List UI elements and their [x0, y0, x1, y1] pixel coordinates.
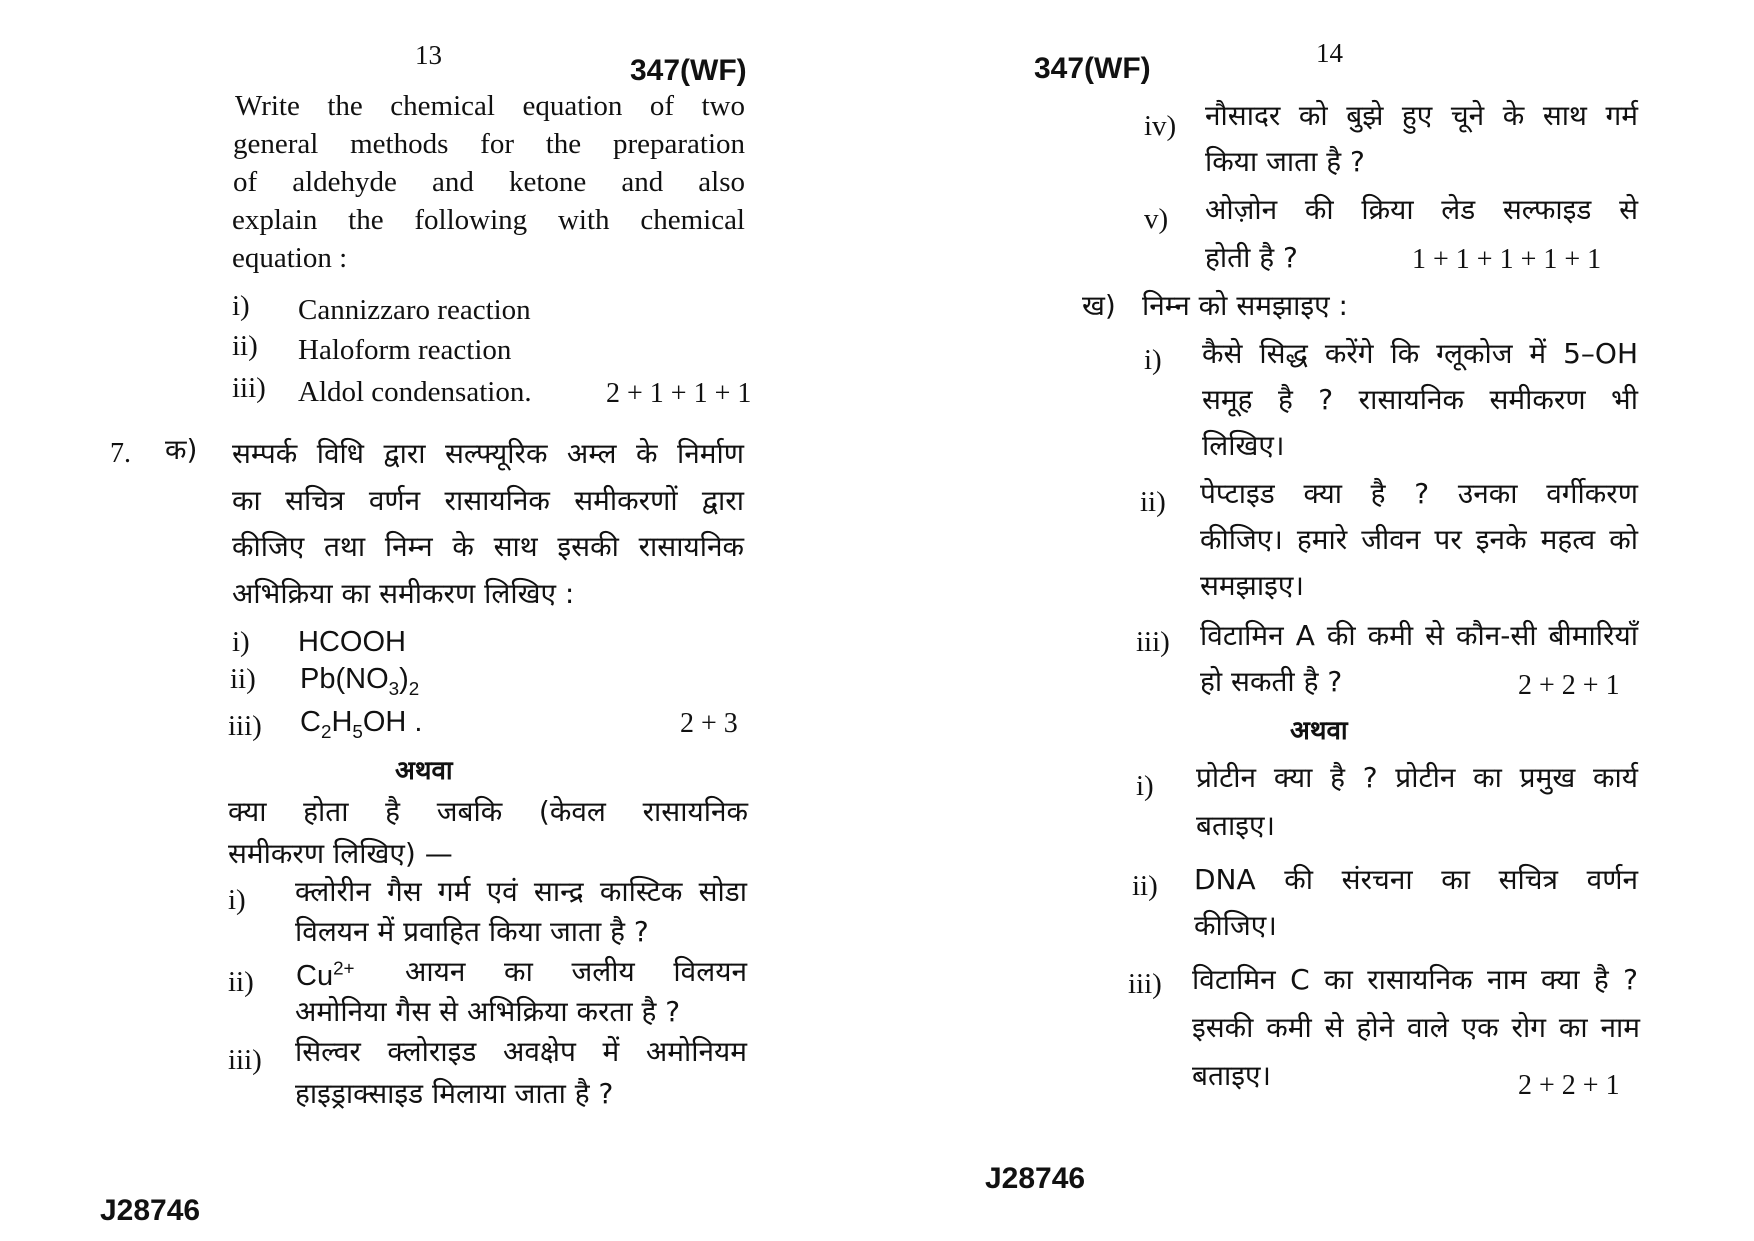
- footer-code: J28746: [985, 1162, 1086, 1195]
- item-number: i): [228, 884, 246, 916]
- question-line: क्या होता है जबकि (केवल रासायनिक: [228, 795, 748, 828]
- item-number: iv): [1144, 110, 1177, 142]
- item-text: बताइए।: [1192, 1059, 1272, 1092]
- marks: 2 + 3: [680, 708, 738, 739]
- item-number: ii): [228, 966, 254, 998]
- item-text: सिल्वर क्लोराइड अवक्षेप में अमोनियम: [295, 1035, 747, 1068]
- item-number: i): [1136, 770, 1154, 802]
- or-label: अथवा: [1290, 716, 1348, 746]
- chemical-formula: HCOOH: [298, 626, 406, 658]
- item-text: कीजिए।: [1194, 909, 1277, 942]
- item-text: Cannizzaro reaction: [298, 294, 531, 326]
- item-text: विटामिन C का रासायनिक नाम क्या है ?: [1192, 963, 1638, 996]
- item-text: होती है ?: [1205, 241, 1298, 274]
- item-text: समूह है ? रासायनिक समीकरण भी: [1202, 383, 1638, 416]
- question-line: कीजिए तथा निम्न के साथ इसकी रासायनिक: [232, 530, 744, 563]
- item-number: iii): [228, 1044, 262, 1076]
- item-number: iii): [228, 710, 262, 742]
- question-number: 7.: [110, 438, 131, 469]
- item-text: प्रोटीन क्या है ? प्रोटीन का प्रमुख कार्य: [1196, 761, 1638, 794]
- item-text: किया जाता है ?: [1205, 145, 1365, 178]
- paper-code: 347(WF): [1034, 52, 1151, 85]
- chemical-formula: $Cu^{2+}$: [296, 957, 355, 992]
- item-number: i): [232, 626, 250, 658]
- item-number: iii): [1128, 968, 1162, 1000]
- item-text: पेप्टाइड क्या है ? उनका वर्गीकरण: [1200, 477, 1638, 510]
- item-text: विलयन में प्रवाहित किया जाता है ?: [295, 915, 649, 948]
- item-number: ii): [230, 663, 256, 695]
- marks: 2 + 2 + 1: [1518, 1070, 1620, 1101]
- marks: 1 + 1 + 1 + 1 + 1: [1412, 244, 1602, 275]
- item-text: लिखिए।: [1202, 429, 1285, 462]
- item-number: i): [232, 290, 250, 322]
- footer-code: J28746: [100, 1194, 201, 1227]
- question-line: general methods for the preparation: [233, 128, 745, 160]
- question-line: का सचित्र वर्णन रासायनिक समीकरणों द्वारा: [232, 484, 744, 517]
- item-text: क्लोरीन गैस गर्म एवं सान्द्र कास्टिक सोडा: [295, 875, 747, 908]
- item-text: बताइए।: [1196, 809, 1276, 842]
- question-line: अभिक्रिया का समीकरण लिखिए :: [232, 577, 575, 610]
- or-label: अथवा: [395, 756, 453, 786]
- item-text: ओज़ोन की क्रिया लेड सल्फाइड से: [1205, 193, 1638, 226]
- item-text: हाइड्राक्साइड मिलाया जाता है ?: [295, 1077, 614, 1110]
- item-text: हो सकती है ?: [1200, 665, 1343, 698]
- chemical-formula: $C_2H_5OH$ .: [300, 706, 423, 742]
- item-text: Aldol condensation.: [298, 376, 532, 408]
- question-part-label: ख): [1082, 289, 1116, 322]
- question-line: explain the following with chemical: [232, 204, 745, 236]
- item-number: ii): [1140, 486, 1166, 518]
- question-line: equation :: [232, 242, 348, 274]
- item-text: कैसे सिद्ध करेंगे कि ग्लूकोज में 5–OH: [1202, 337, 1638, 370]
- page-number: 14: [1316, 38, 1343, 68]
- question-line: of aldehyde and ketone and also: [233, 166, 745, 198]
- item-number: ii): [1132, 870, 1158, 902]
- item-text: आयन का जलीय विलयन: [405, 955, 747, 988]
- paper-code: 347(WF): [630, 54, 747, 87]
- item-text: अमोनिया गैस से अभिक्रिया करता है ?: [295, 995, 681, 1028]
- item-text: DNA की संरचना का सचित्र वर्णन: [1194, 863, 1638, 896]
- item-number: i): [1144, 344, 1162, 376]
- item-number: iii): [1136, 626, 1170, 658]
- item-number: iii): [232, 372, 266, 404]
- item-text: विटामिन A की कमी से कौन-सी बीमारियाँ: [1200, 619, 1638, 652]
- item-text: समझाइए।: [1200, 569, 1304, 602]
- item-number: v): [1144, 203, 1169, 235]
- question-line: समीकरण लिखिए) —: [228, 837, 453, 870]
- item-text: नौसादर को बुझे हुए चूने के साथ गर्म: [1205, 99, 1638, 132]
- question-line: सम्पर्क विधि द्वारा सल्फ्यूरिक अम्ल के निर्माण: [232, 437, 744, 470]
- question-line: Write the chemical equation of two: [235, 90, 745, 122]
- item-number: ii): [232, 330, 258, 362]
- marks: 2 + 1 + 1 + 1: [606, 378, 752, 409]
- chemical-formula: $Pb(NO_3)_2$: [300, 663, 420, 699]
- item-text: Haloform reaction: [298, 334, 512, 366]
- question-line: निम्न को समझाइए :: [1142, 289, 1348, 322]
- item-text: इसकी कमी से होने वाले एक रोग का नाम: [1192, 1011, 1640, 1044]
- question-part-label: क): [165, 433, 198, 466]
- marks: 2 + 2 + 1: [1518, 670, 1620, 701]
- item-text: कीजिए। हमारे जीवन पर इनके महत्व को: [1200, 523, 1638, 556]
- page-number: 13: [415, 40, 442, 70]
